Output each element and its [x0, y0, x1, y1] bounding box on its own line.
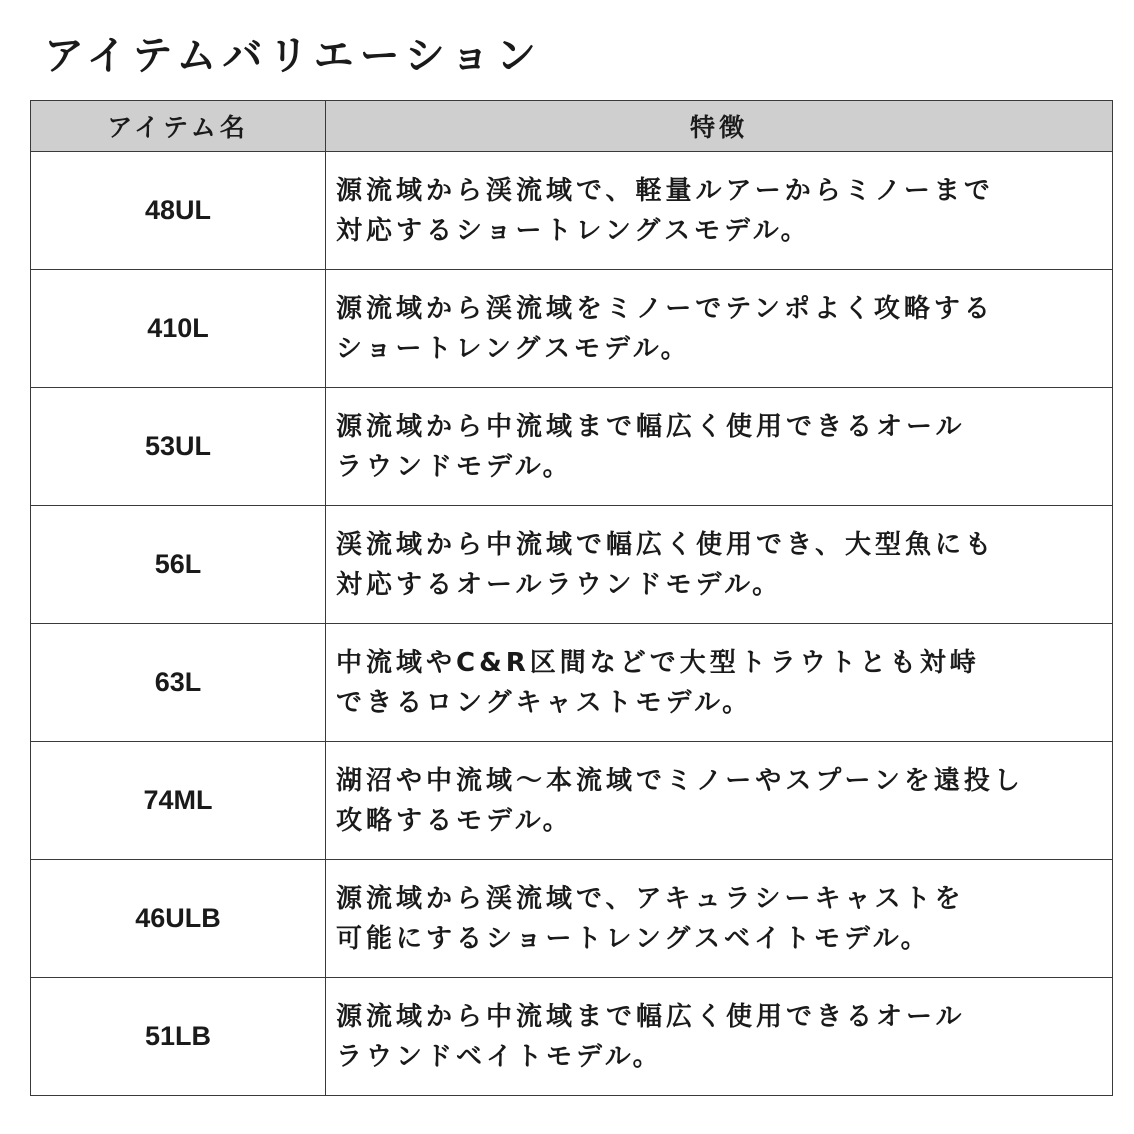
feature-line: 源流域から中流域まで幅広く使用できるオール: [336, 411, 966, 442]
table-row: [31, 152, 1113, 270]
item-feature-cell: [326, 270, 1113, 388]
item-name-cell: 63L: [31, 624, 326, 742]
feature-line: 源流域から渓流域で、アキュラシーキャストを: [336, 883, 965, 914]
table-header-row: [31, 101, 1113, 152]
feature-line: できるロングキャストモデル。: [336, 687, 753, 718]
item-name-cell: 51LB: [31, 978, 326, 1096]
item-name-cell: 56L: [31, 506, 326, 624]
feature-line: ラウンドベイトモデル。: [336, 1041, 663, 1072]
table-row: [31, 270, 1113, 388]
table-row: [31, 860, 1113, 978]
item-feature-cell: [326, 978, 1113, 1096]
item-feature-cell: [326, 152, 1113, 270]
item-name-cell: 410L: [31, 270, 326, 388]
feature-line: 源流域から渓流域をミノーでテンポよく攻略する: [336, 293, 994, 324]
table-row: [31, 978, 1113, 1096]
item-feature-cell: [326, 860, 1113, 978]
item-name-cell: 53UL: [31, 388, 326, 506]
item-feature-cell: [326, 506, 1113, 624]
feature-line: 源流域から渓流域で、軽量ルアーからミノーまで: [336, 175, 994, 206]
feature-line: 中流域やC&R区間などで大型トラウトとも対峙: [336, 647, 980, 678]
table-row: [31, 624, 1113, 742]
feature-line: ラウンドモデル。: [336, 451, 573, 482]
feature-line: 渓流域から中流域で幅広く使用でき、大型魚にも: [336, 529, 995, 560]
item-name-cell: 46ULB: [31, 860, 326, 978]
table-row: [31, 742, 1113, 860]
item-name-cell: 48UL: [31, 152, 326, 270]
feature-line: 対応するオールラウンドモデル。: [336, 569, 783, 600]
feature-line: 湖沼や中流域～本流域でミノーやスプーンを遠投し: [336, 765, 1024, 796]
item-feature-cell: [326, 388, 1113, 506]
feature-line: 可能にするショートレングスベイトモデル。: [336, 923, 931, 954]
header-feature: 特徴: [326, 101, 1113, 152]
table-row: [31, 506, 1113, 624]
header-item-name: アイテム名: [31, 101, 326, 152]
table-row: [31, 388, 1113, 506]
item-feature-cell: [326, 742, 1113, 860]
feature-line: 源流域から中流域まで幅広く使用できるオール: [336, 1001, 966, 1032]
item-variation-table: [30, 100, 1113, 1096]
feature-line: ショートレングスモデル。: [336, 333, 691, 364]
item-feature-cell: [326, 624, 1113, 742]
item-name-cell: 74ML: [31, 742, 326, 860]
feature-line: 対応するショートレングスモデル。: [336, 215, 811, 246]
page-title: アイテムバリエーション: [44, 33, 542, 79]
feature-line: 攻略するモデル。: [336, 805, 573, 836]
